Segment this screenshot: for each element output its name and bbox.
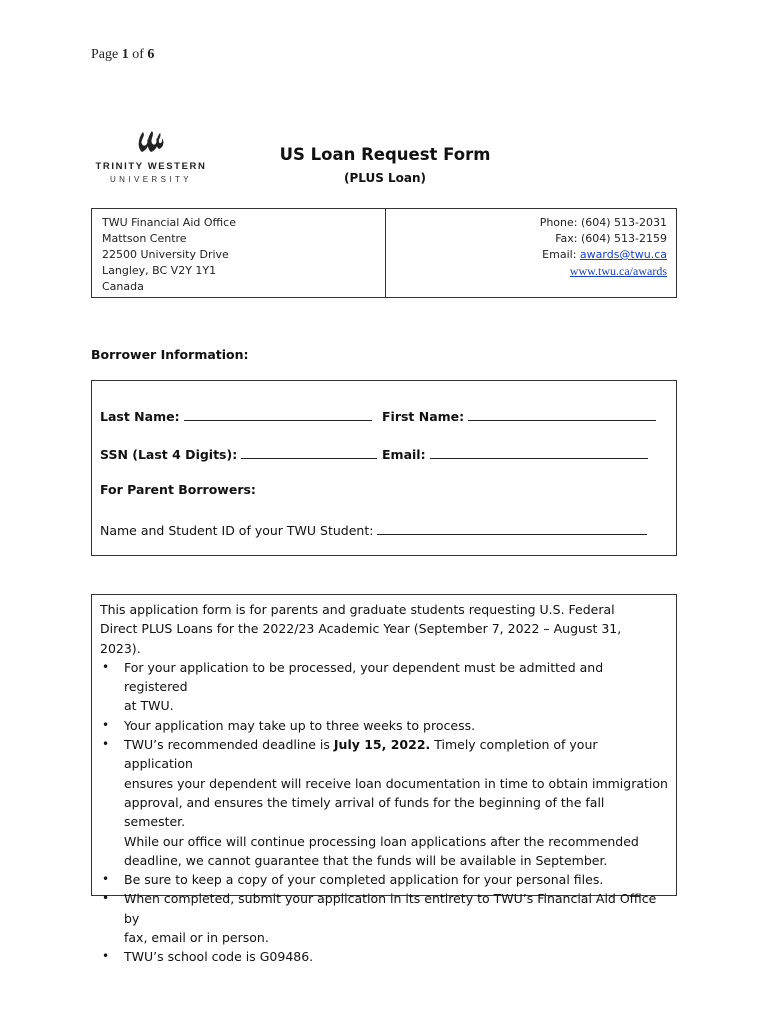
ssn-label: SSN (Last 4 Digits): (100, 447, 238, 462)
twu-logo (95, 130, 210, 186)
deadline-date: July 15, 2022. (333, 737, 431, 753)
page-number (91, 47, 154, 63)
list-item: • Be sure to keep a copy of your completed application for your personal files. (100, 870, 668, 889)
bullet-icon: • (102, 949, 110, 964)
bullet-icon: • (102, 891, 110, 906)
email-field (382, 444, 648, 462)
office-address (102, 215, 236, 295)
page-label: Page (91, 47, 119, 62)
flame-logo-icon (137, 130, 165, 158)
list-item: • TWU’s school code is G09486. (100, 947, 668, 966)
page-total: 6 (147, 47, 155, 62)
first-name-input-line[interactable] (468, 406, 656, 421)
logo-wordmark-line1: TRINITY WESTERN (95, 161, 207, 172)
list-item: • Your application may take up to three weeks to process. (100, 716, 668, 735)
first-name-label: First Name: (382, 409, 465, 424)
student-label: Name and Student ID of your TWU Student: (100, 523, 374, 538)
page-current: 1 (121, 47, 129, 62)
phone-number: Phone: (604) 513-2031 (539, 216, 667, 229)
address-line: Canada (102, 280, 144, 293)
email-link[interactable]: awards@twu.ca (579, 248, 667, 261)
intro-paragraph: This application form is for parents and graduate students requesting U.S. Federal Direct PLUS Loans for the 2022/23 Academic Year (September 7, 2022 – August 31, 2023). (100, 602, 622, 656)
last-name-field (100, 406, 372, 424)
bullet-icon: • (102, 717, 110, 732)
student-field (100, 520, 647, 538)
instructions-list (100, 658, 668, 967)
list-item: • TWU’s recommended deadline is July 15, 2022. Timely completion of your application ensures your dependent will receive loan documentation in time to obtain immigration approval, and ensures the timely arrival of funds for the beginning of the fall semester. While our office will continue processing loan applications after the recommended deadline, we cannot guarantee that the funds will be available in September. (102, 737, 668, 868)
bullet-icon: • (102, 872, 110, 887)
instructions-box (91, 594, 677, 965)
contact-divider (385, 209, 386, 297)
list-item: • When completed, submit your application in its entirety to TWU’s Financial Aid Office by fax, email or in person. (102, 891, 657, 946)
student-input-line[interactable] (377, 520, 647, 535)
first-name-field (382, 406, 656, 424)
parent-borrowers-heading: For Parent Borrowers: (100, 482, 256, 497)
office-contact-info (540, 215, 667, 280)
ssn-input-line[interactable] (241, 444, 377, 459)
last-name-input-line[interactable] (184, 406, 372, 421)
bullet-icon: • (102, 737, 110, 752)
logo-wordmark-line2: UNIVERSITY (109, 175, 192, 184)
website-link[interactable]: www.twu.ca/awards (569, 264, 667, 278)
email-line (540, 247, 667, 263)
address-line: Langley, BC V2Y 1Y1 (102, 264, 217, 277)
ssn-field (100, 444, 377, 462)
page-of: of (132, 47, 144, 62)
borrower-heading: Borrower Information: (91, 347, 249, 362)
borrower-info-box (91, 380, 677, 556)
form-title: US Loan Request Form (279, 145, 491, 164)
form-subtitle: (PLUS Loan) (343, 171, 427, 185)
email-input-line[interactable] (430, 444, 648, 459)
last-name-label: Last Name: (100, 409, 180, 424)
fax-number: Fax: (604) 513-2159 (555, 232, 667, 245)
website-line (540, 263, 667, 280)
email-label: Email: (542, 248, 580, 261)
email-field-label: Email: (382, 447, 426, 462)
address-line: Mattson Centre (102, 232, 187, 245)
contact-box (91, 208, 677, 298)
address-line: TWU Financial Aid Office (102, 216, 236, 229)
bullet-icon: • (102, 659, 110, 674)
list-item: • For your application to be processed, your dependent must be admitted and registered at TWU. (102, 659, 604, 714)
address-line: 22500 University Drive (102, 248, 229, 261)
